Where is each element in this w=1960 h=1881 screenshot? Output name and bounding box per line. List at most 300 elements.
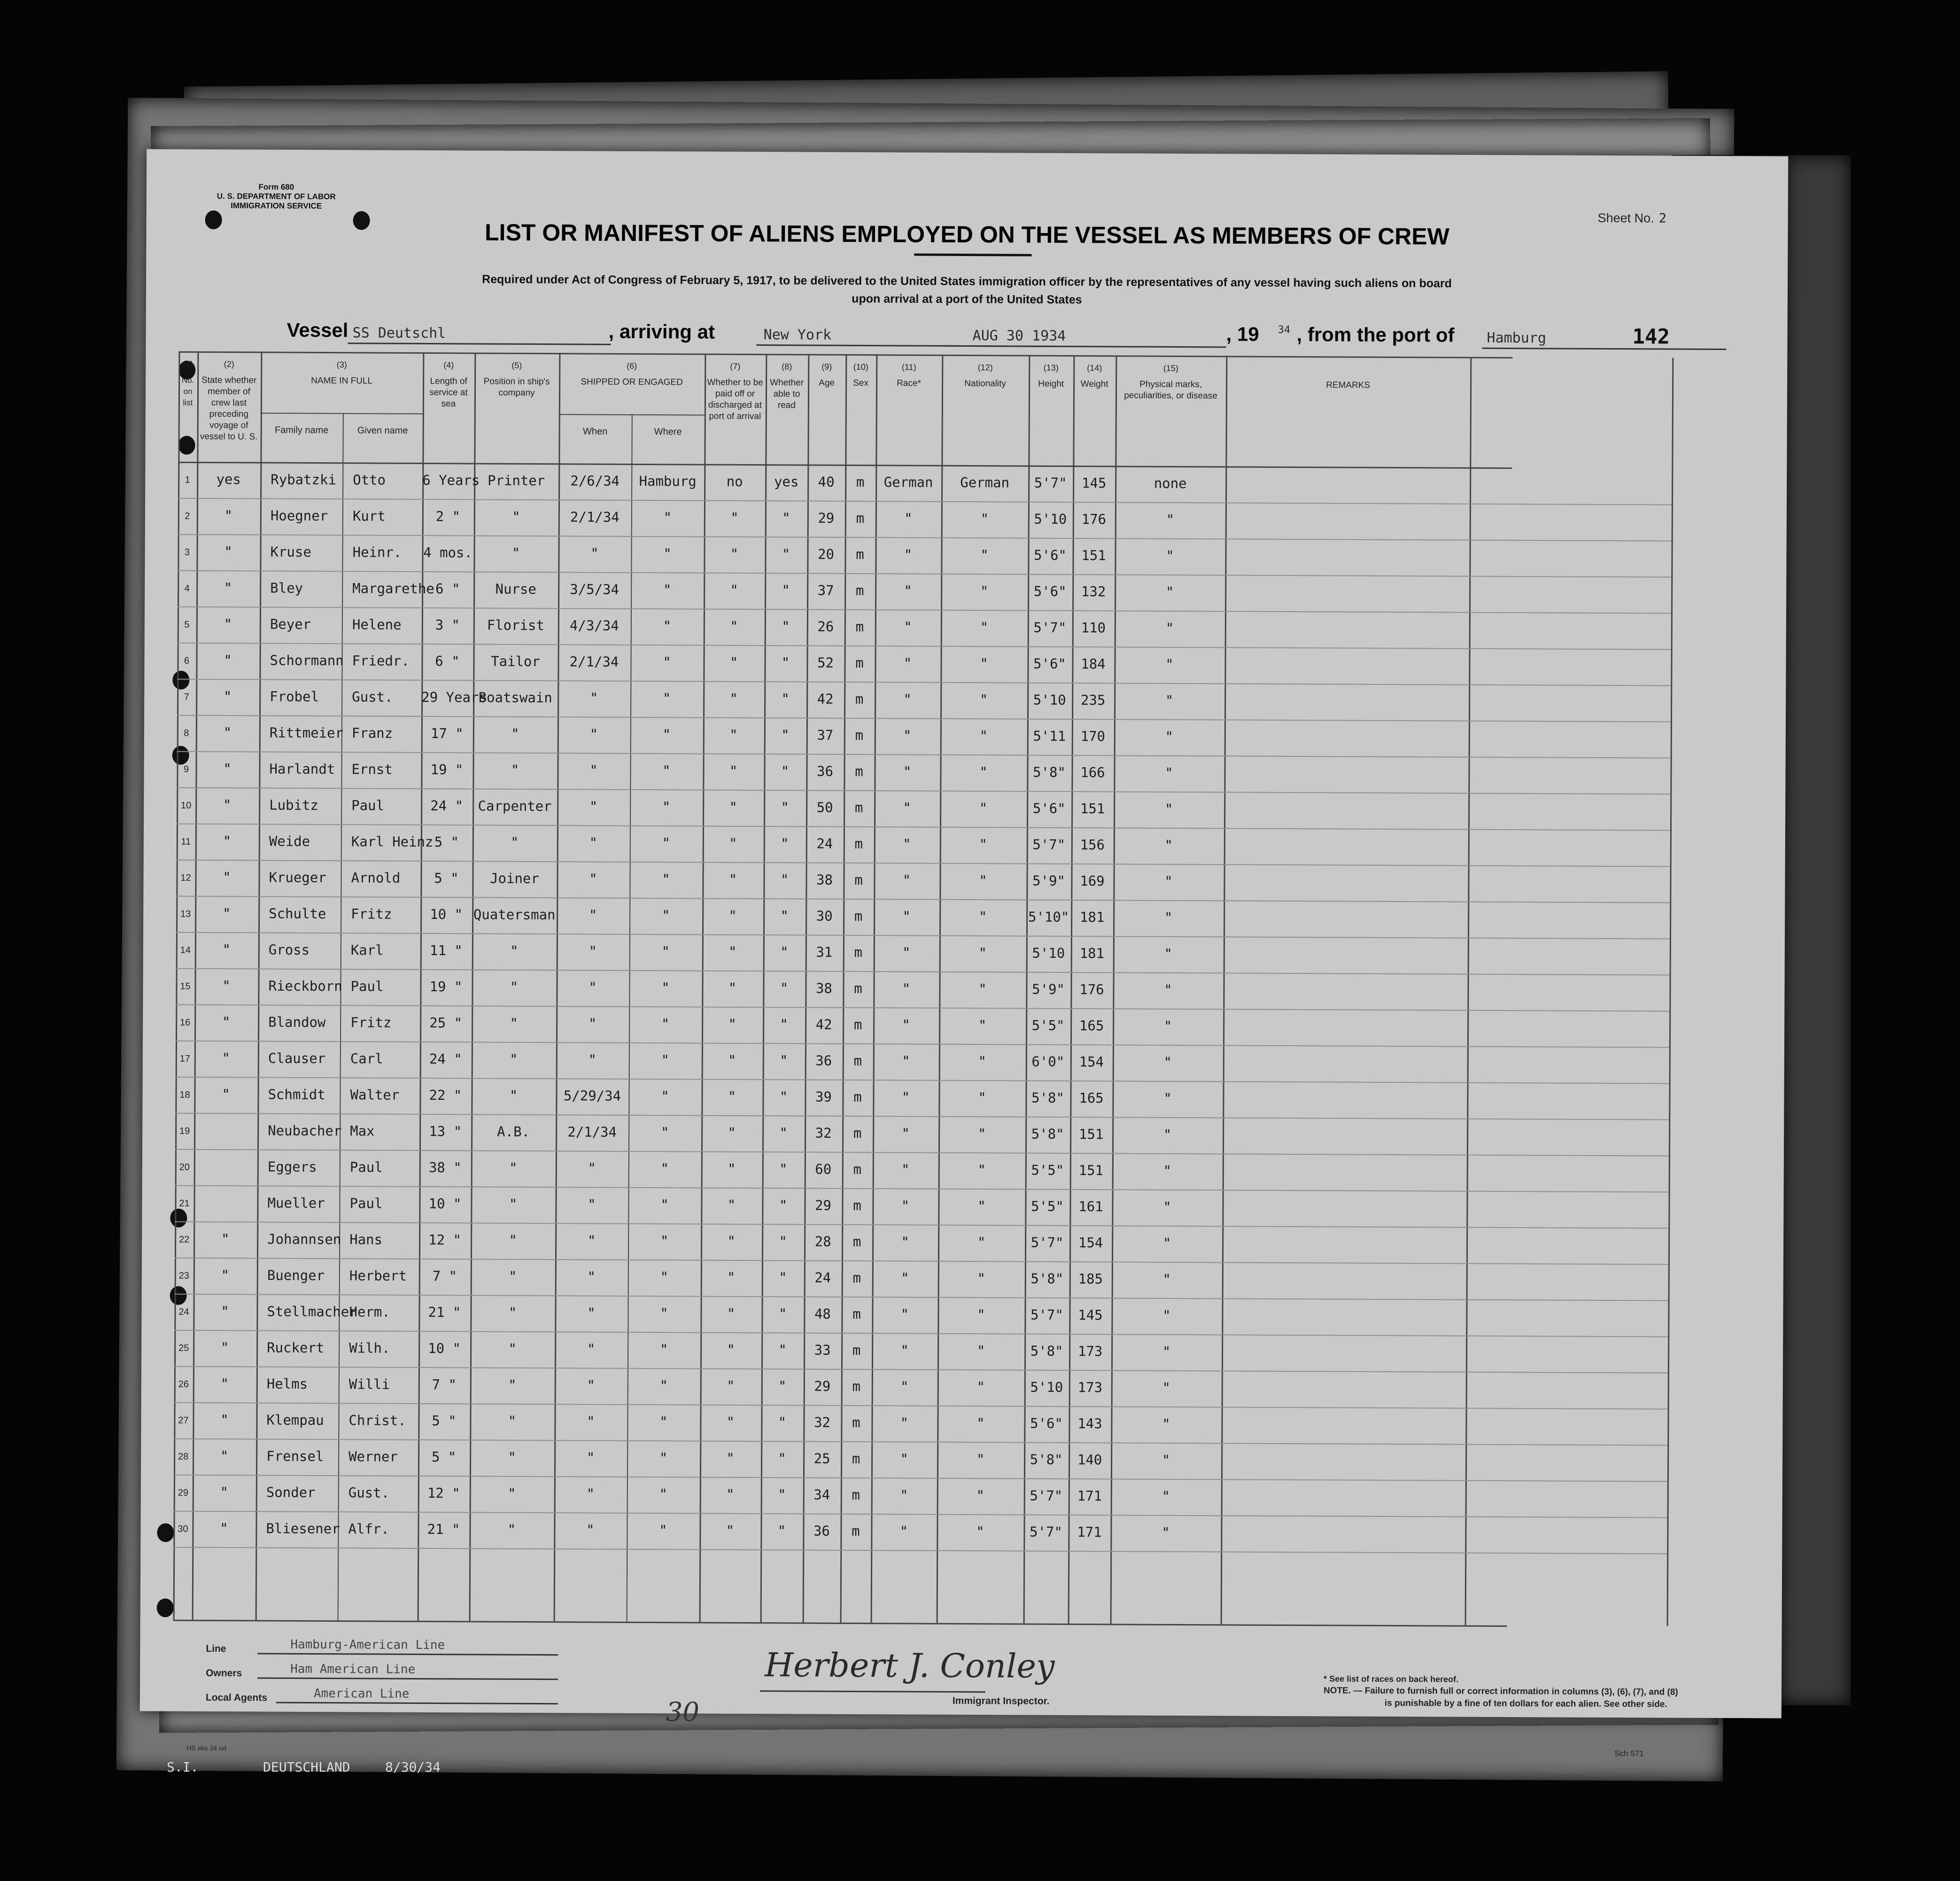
table-cell: 185	[1078, 1271, 1103, 1287]
table-cell: "	[904, 619, 912, 635]
table-cell: 5'7"	[1032, 836, 1066, 853]
row-number: 25	[178, 1343, 189, 1353]
table-cell: Schormann	[270, 652, 344, 669]
table-cell: "	[780, 908, 789, 924]
table-cell: "	[978, 1053, 987, 1070]
table-cell: Helene	[352, 616, 402, 633]
table-cell: "	[509, 1159, 518, 1176]
subcolumn-header: Family name	[274, 425, 329, 436]
table-cell: "	[901, 1197, 910, 1214]
table-cell: "	[508, 1304, 517, 1321]
form-code: HS eks 34 nd	[186, 1744, 226, 1752]
table-cell: "	[662, 835, 671, 851]
table-cell: "	[977, 1234, 986, 1251]
table-cell: Christ.	[349, 1412, 406, 1429]
table-cell: 5 "	[431, 1449, 457, 1465]
table-cell: yes	[774, 474, 799, 490]
table-cell: "	[223, 869, 231, 886]
page-title: LIST OR MANIFEST OF ALIENS EMPLOYED ON THE VESSEL AS MEMBERS OF CREW	[484, 219, 1450, 250]
table-cell: "	[978, 1089, 986, 1106]
table-cell: "	[1164, 909, 1173, 925]
table-cell: Blandow	[268, 1014, 326, 1031]
table-cell: Ruckert	[267, 1339, 325, 1356]
table-cell: "	[220, 1376, 229, 1392]
row-number: 5	[184, 619, 190, 630]
table-cell: "	[659, 1450, 668, 1466]
table-cell: "	[903, 836, 911, 852]
table-cell: "	[900, 1270, 909, 1286]
table-cell: m	[853, 1197, 861, 1214]
table-cell: "	[587, 1268, 596, 1285]
table-cell: "	[976, 1379, 985, 1395]
table-cell: Tailor	[491, 653, 540, 670]
table-cell: m	[856, 510, 865, 527]
table-cell: "	[589, 726, 598, 742]
table-cell: "	[589, 834, 598, 851]
table-cell: m	[854, 835, 863, 852]
arriving-label: , arriving at	[608, 320, 715, 343]
column-number: (5)	[511, 360, 522, 370]
table-cell: "	[781, 799, 789, 816]
table-cell: 33	[814, 1342, 831, 1358]
table-cell: "	[1164, 945, 1173, 962]
column-rule	[1667, 358, 1674, 1626]
table-cell: Stellmacher	[267, 1303, 357, 1320]
table-cell: "	[509, 1087, 518, 1104]
table-cell: 4 mos.	[423, 544, 473, 561]
fill-line	[1482, 348, 1726, 350]
table-cell: "	[727, 1269, 736, 1285]
column-header: REMARKS	[1326, 380, 1371, 390]
table-cell: "	[780, 980, 789, 996]
table-cell: m	[852, 1523, 860, 1539]
table-cell: "	[512, 508, 520, 525]
table-cell: 2 "	[435, 508, 461, 525]
table-cell: "	[727, 1305, 736, 1321]
table-cell: "	[223, 833, 232, 849]
row-number: 6	[184, 655, 190, 666]
row-number: 16	[179, 1017, 191, 1028]
row-rule	[174, 1402, 1668, 1410]
table-cell: Florist	[487, 617, 545, 634]
table-cell: Gust.	[348, 1485, 390, 1501]
row-rule	[177, 787, 1670, 795]
table-cell: Max	[350, 1123, 375, 1139]
table-cell: 151	[1080, 801, 1105, 817]
row-number: 19	[179, 1126, 190, 1136]
table-cell: "	[509, 1196, 518, 1212]
table-cell: "	[662, 871, 670, 887]
table-cell: "	[780, 944, 789, 960]
table-cell: "	[903, 763, 912, 780]
row-number: 12	[180, 872, 191, 883]
row-rule	[176, 896, 1670, 903]
table-cell: "	[977, 1306, 985, 1323]
table-cell: "	[902, 908, 911, 925]
line-label: Line	[206, 1643, 226, 1655]
table-cell: "	[222, 1050, 231, 1066]
table-cell: 60	[815, 1161, 832, 1177]
table-cell: "	[904, 546, 913, 563]
row-rule	[175, 1113, 1669, 1120]
inspector-signature: Herbert J. Conley	[765, 1646, 1055, 1686]
row-number: 20	[179, 1162, 190, 1173]
table-cell: 5'6"	[1033, 655, 1067, 672]
table-cell: m	[854, 799, 863, 816]
column-number: (7)	[730, 361, 741, 371]
table-cell: "	[977, 1270, 986, 1287]
table-cell: "	[659, 1341, 668, 1358]
table-cell: "	[780, 1016, 788, 1033]
table-cell: m	[856, 546, 864, 563]
note-line: is punishable by a fine of ten dollars for each alien. See other side.	[1384, 1698, 1667, 1710]
table-cell: "	[220, 1339, 229, 1356]
table-cell: "	[587, 1341, 596, 1357]
table-cell: "	[730, 618, 738, 634]
table-cell: "	[778, 1342, 787, 1358]
table-cell: "	[586, 1522, 595, 1538]
table-cell: "	[1162, 1415, 1170, 1432]
table-cell: "	[730, 582, 738, 598]
table-cell: 5'7"	[1030, 1306, 1063, 1323]
table-cell: 5 "	[434, 834, 459, 850]
table-cell: "	[778, 1269, 787, 1286]
table-cell: Werner	[349, 1448, 398, 1465]
table-cell: Paul	[351, 797, 385, 814]
row-number: 24	[178, 1306, 189, 1317]
column-number: (1)	[183, 359, 194, 369]
table-cell: "	[587, 1305, 596, 1321]
table-cell: 17 "	[430, 725, 464, 742]
table-cell: "	[1163, 1198, 1171, 1215]
vessel-value: SS Deutschl	[352, 325, 446, 342]
table-cell: 5'7"	[1033, 619, 1067, 636]
table-cell: m	[852, 1486, 860, 1503]
page-subtitle	[146, 269, 1788, 311]
table-cell: m	[855, 654, 864, 671]
column-number	[1226, 363, 1470, 364]
table-cell: 36	[816, 763, 834, 779]
column-header: Whether able to read	[770, 378, 804, 411]
row-number: 1	[185, 474, 190, 485]
row-rule	[178, 606, 1671, 614]
table-cell: m	[852, 1450, 860, 1467]
table-cell: "	[222, 1014, 231, 1030]
table-cell: "	[223, 724, 232, 741]
row-number: 10	[181, 800, 192, 811]
table-cell: Rybatzki	[271, 471, 336, 488]
table-cell: 235	[1080, 692, 1106, 708]
table-cell: Fritz	[350, 1014, 392, 1031]
table-cell: "	[903, 655, 912, 671]
table-cell: 5'10	[1034, 511, 1067, 527]
table-cell: "	[728, 979, 737, 996]
table-cell: "	[1165, 656, 1174, 672]
table-cell: Nurse	[495, 581, 536, 598]
table-cell: "	[508, 1413, 517, 1429]
column-number: (11)	[901, 362, 916, 372]
row-rule	[173, 1547, 1667, 1555]
table-cell: "	[661, 979, 670, 996]
inspector-label: Immigrant Inspector.	[952, 1695, 1050, 1707]
punch-hole	[170, 1286, 187, 1305]
column-header: State whether member of crew last preceding voyage of vessel to U. S.	[200, 375, 258, 442]
column-number: (9)	[821, 362, 832, 372]
table-cell: "	[220, 1484, 229, 1500]
table-cell: 3/5/34	[570, 581, 620, 598]
table-cell: "	[728, 871, 737, 887]
table-cell: "	[730, 509, 739, 526]
row-number: 22	[178, 1234, 190, 1245]
table-cell: "	[587, 1377, 596, 1393]
table-cell: 37	[817, 727, 834, 743]
year-value: 34	[1278, 324, 1291, 336]
table-cell: 165	[1079, 1090, 1104, 1106]
table-cell: 5'7"	[1030, 1234, 1064, 1251]
table-cell: "	[1162, 1307, 1171, 1323]
table-cell: "	[222, 905, 231, 922]
table-cell: Mueller	[267, 1195, 325, 1212]
table-cell: "	[903, 800, 911, 816]
table-cell: 5'8"	[1030, 1343, 1063, 1359]
table-cell: "	[507, 1521, 516, 1538]
table-cell: "	[510, 979, 519, 995]
table-cell: "	[1166, 547, 1174, 564]
table-cell: Rittmeier	[269, 724, 344, 741]
table-cell: 13 "	[429, 1123, 462, 1140]
row-rule	[178, 498, 1672, 505]
table-cell: 11 "	[429, 942, 463, 959]
column-header: SHIPPED OR ENGAGED	[581, 377, 683, 388]
table-cell: 3 "	[435, 617, 460, 633]
row-rule	[178, 534, 1672, 542]
table-cell: 42	[815, 1016, 832, 1033]
archive-stamp-vessel: DEUTSCHLAND	[263, 1759, 350, 1775]
table-cell: 26	[817, 618, 834, 635]
punch-hole	[172, 671, 189, 690]
table-cell: "	[511, 762, 519, 778]
table-cell: 5 "	[434, 870, 459, 886]
table-cell: 5'6"	[1032, 800, 1066, 816]
table-cell: "	[222, 978, 231, 994]
table-cell: "	[782, 510, 790, 526]
table-cell: "	[781, 763, 790, 779]
table-cell: "	[728, 1016, 736, 1032]
vessel-label: Vessel	[287, 319, 349, 342]
table-cell: "	[509, 1232, 517, 1248]
column-header: Sex	[853, 378, 869, 389]
table-cell: "	[1163, 1126, 1172, 1143]
table-cell: 25 "	[429, 1015, 463, 1031]
row-rule	[174, 1438, 1667, 1446]
table-cell: "	[980, 619, 989, 636]
row-number: 13	[180, 909, 191, 919]
row-rule	[176, 1004, 1669, 1012]
table-cell: "	[663, 545, 672, 562]
table-cell: 31	[816, 944, 833, 960]
table-cell: 21 "	[428, 1304, 461, 1321]
table-cell: "	[900, 1378, 909, 1395]
table-cell: 5'6"	[1033, 583, 1067, 599]
table-cell: "	[728, 943, 737, 960]
table-cell: "	[660, 1124, 669, 1141]
table-cell: 6 "	[435, 653, 460, 669]
table-cell: "	[781, 654, 790, 671]
table-cell: "	[221, 1267, 230, 1283]
table-cell: m	[852, 1233, 861, 1250]
column-header: Position in ship's company	[483, 376, 550, 398]
table-cell: 145	[1081, 475, 1107, 491]
table-cell: "	[781, 727, 790, 743]
table-cell: "	[510, 942, 519, 959]
table-cell: m	[852, 1414, 860, 1431]
punch-hole	[172, 746, 189, 765]
table-cell: "	[778, 1450, 786, 1467]
table-cell: 29	[818, 510, 835, 526]
table-cell: 29	[814, 1197, 832, 1213]
column-number: (10)	[853, 362, 868, 372]
row-rule	[174, 1366, 1668, 1374]
table-cell: Sonder	[266, 1484, 316, 1500]
punch-hole	[178, 436, 195, 455]
table-cell: "	[729, 726, 738, 743]
table-cell: 36	[813, 1523, 830, 1539]
table-cell: Ernst	[351, 761, 393, 777]
table-cell: "	[224, 544, 232, 560]
table-cell: 32	[815, 1125, 832, 1141]
table-cell: 5'8"	[1031, 1126, 1064, 1142]
table-cell: 21 "	[427, 1521, 460, 1538]
table-cell: Neubacher	[268, 1122, 342, 1139]
table-cell: 5'6"	[1030, 1415, 1063, 1431]
table-cell: Boatswain	[478, 689, 552, 706]
table-cell: 12 "	[428, 1232, 462, 1248]
form-line: Form 680	[258, 182, 294, 192]
table-cell: "	[1165, 583, 1174, 600]
table-cell: "	[726, 1414, 735, 1430]
table-cell: "	[977, 1198, 986, 1214]
table-cell: m	[852, 1378, 861, 1395]
table-cell: "	[660, 1160, 669, 1177]
table-cell: "	[979, 836, 988, 853]
table-cell: Hoegner	[270, 507, 328, 524]
table-cell: "	[902, 872, 911, 888]
table-cell: "	[590, 545, 599, 561]
fill-line	[944, 345, 1226, 348]
table-cell	[194, 1122, 257, 1123]
table-cell: 5'8"	[1033, 764, 1066, 780]
fill-line	[257, 1653, 558, 1656]
table-cell: "	[1162, 1488, 1170, 1504]
table-cell: Clauser	[268, 1050, 326, 1067]
table-cell: Paul	[349, 1195, 383, 1212]
table-cell: Krueger	[269, 869, 326, 886]
row-rule	[176, 1077, 1669, 1084]
table-cell: "	[1162, 1343, 1171, 1360]
table-cell: Schulte	[269, 905, 326, 922]
table-cell: Hans	[349, 1231, 383, 1248]
table-cell: 140	[1077, 1452, 1102, 1468]
table-cell: "	[901, 1125, 910, 1142]
row-number: 30	[178, 1523, 188, 1534]
table-cell: "	[728, 1052, 736, 1068]
table-cell: "	[979, 728, 988, 744]
table-cell: "	[589, 979, 597, 995]
table-cell: "	[980, 547, 989, 563]
crew-count: 30	[666, 1697, 700, 1728]
column-header: Race*	[897, 378, 922, 389]
table-cell: "	[224, 580, 232, 596]
table-cell: Karl	[350, 942, 384, 958]
table-cell: Wilh.	[349, 1340, 390, 1356]
column-header: Nationality	[964, 378, 1007, 389]
table-cell: Harlandt	[269, 761, 335, 777]
table-cell: "	[900, 1451, 908, 1467]
table-cell: Klempau	[266, 1412, 324, 1429]
table-cell: "	[589, 943, 597, 959]
row-number: 23	[178, 1270, 189, 1281]
subtitle-line: upon arrival at a port of the United States	[852, 292, 1082, 307]
row-rule	[178, 643, 1671, 650]
table-cell: Kurt	[352, 508, 386, 524]
subcolumn-header: Where	[654, 427, 682, 437]
table-cell: 154	[1079, 1054, 1104, 1070]
table-cell: "	[976, 1343, 985, 1359]
table-cell: 6'0"	[1031, 1053, 1065, 1070]
row-number: 27	[178, 1415, 189, 1426]
arriving-value: New York	[763, 326, 832, 343]
table-cell: Quatersman	[473, 906, 556, 923]
table-cell: "	[224, 652, 232, 668]
table-cell: m	[855, 763, 863, 780]
table-cell: "	[659, 1486, 668, 1502]
table-cell: 166	[1080, 764, 1105, 781]
table-cell: 42	[817, 691, 834, 707]
column-number: (14)	[1087, 363, 1102, 373]
table-cell: "	[661, 943, 670, 960]
table-cell: Schmidt	[268, 1086, 325, 1103]
table-cell: 5'8"	[1031, 1089, 1064, 1106]
table-cell: "	[661, 1016, 670, 1032]
table-cell: "	[224, 616, 232, 632]
table-cell: Paul	[349, 1159, 383, 1175]
table-cell: "	[588, 1051, 597, 1068]
table-cell: Willi	[349, 1376, 390, 1392]
subtitle-line: Required under Act of Congress of February 5, 1917, to be delivered to the United States immigration officer by the representatives of any vessel having such aliens on board	[482, 272, 1452, 290]
sheet-label: Sheet No.	[1597, 210, 1654, 225]
table-cell: "	[980, 655, 988, 672]
table-cell: "	[1163, 1018, 1172, 1034]
table-cell: "	[589, 690, 598, 706]
table-cell: "	[587, 1232, 596, 1249]
table-cell: 2/1/34	[569, 653, 619, 670]
table-cell: Herbert	[349, 1267, 407, 1284]
table-cell: "	[222, 1086, 230, 1103]
table-cell: "	[902, 980, 911, 997]
table-cell: 12 "	[427, 1485, 460, 1501]
table-cell: 132	[1081, 583, 1106, 600]
table-cell: 24	[816, 835, 833, 852]
table-cell: "	[508, 1340, 517, 1357]
column-number: (13)	[1043, 363, 1059, 373]
row-number: 21	[179, 1198, 190, 1209]
subcolumn-header: When	[582, 426, 608, 437]
table-cell: 154	[1078, 1235, 1103, 1251]
table-cell: 5'9"	[1032, 872, 1065, 889]
table-cell: "	[1162, 1235, 1171, 1251]
table-cell: "	[511, 834, 519, 850]
table-cell: Paul	[350, 978, 384, 995]
